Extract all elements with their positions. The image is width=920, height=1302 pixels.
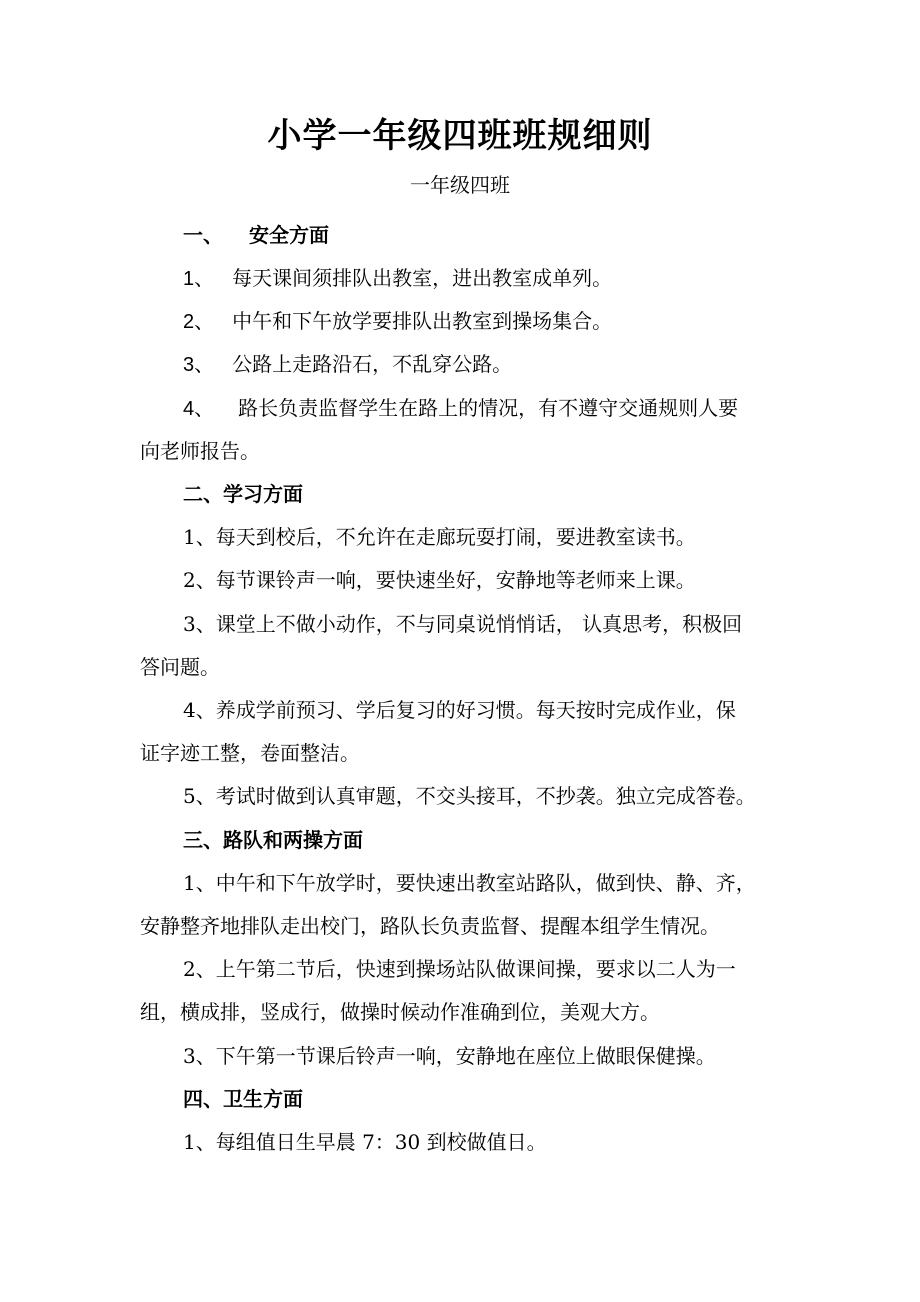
rule-number: 4、: [183, 398, 215, 420]
rule-text: 公路上走路沿石，不乱穿公路。: [232, 352, 513, 376]
section-number: 一、: [183, 223, 223, 247]
section-heading-safety: [183, 220, 843, 250]
document-subtitle: 一年级四班: [410, 173, 510, 197]
rule-item: 1、每组值日生早晨 7：30 到校做值日。: [183, 1130, 547, 1154]
rule-text-continuation: 向老师报告。: [140, 439, 260, 463]
rule-item: [183, 263, 843, 294]
rule-item: [183, 349, 843, 380]
rule-item: 2、每节课铃声一响，要快速坐好，安静地等老师来上课。: [183, 568, 696, 592]
rule-number: 1、: [183, 268, 215, 290]
rule-item: 1、每天到校后，不允许在走廊玩耍打闹，要进教室读书。: [183, 525, 696, 549]
section-heading-queue-exercise: 三、路队和两操方面: [183, 828, 363, 852]
section-heading-hygiene: 四、卫生方面: [183, 1087, 303, 1111]
section-title: 安全方面: [249, 223, 329, 247]
rule-number: 2、: [183, 311, 215, 333]
rule-item: 5、考试时做到认真审题，不交头接耳，不抄袭。独立完成答卷。: [183, 784, 756, 808]
rule-text-continuation: 证字迹工整，卷面整洁。: [140, 741, 360, 765]
rule-number: 3、: [183, 354, 215, 376]
rule-text: 每天课间须排队出教室，进出教室成单列。: [232, 266, 613, 290]
section-heading-study: 二、学习方面: [183, 482, 303, 506]
rule-text: 中午和下午放学要排队出教室到操场集合。: [232, 309, 613, 333]
document-title: 小学一年级四班班规细则: [267, 116, 653, 156]
rule-item: [183, 306, 843, 337]
rule-text-continuation: 安静整齐地排队走出校门，路队长负责监督、提醒本组学生情况。: [140, 914, 720, 938]
rule-text: 路长负责监督学生在路上的情况，有不遵守交通规则人要: [238, 396, 739, 420]
rule-item: 3、下午第一节课后铃声一响，安静地在座位上做眼保健操。: [183, 1044, 716, 1068]
rule-item: [183, 393, 843, 424]
rule-text-continuation: 答问题。: [140, 655, 220, 679]
rule-text-continuation: 组，横成排，竖成行，做操时候动作准确到位，美观大方。: [140, 1000, 660, 1024]
rule-item: 2、上午第二节后，快速到操场站队做课间操，要求以二人为一: [183, 957, 736, 981]
rule-item: 1、中午和下午放学时，要快速出教室站路队，做到快、静、齐，: [183, 871, 756, 895]
rule-item: 4、养成学前预习、学后复习的好习惯。每天按时完成作业，保: [183, 698, 736, 722]
rule-item: 3、课堂上不做小动作，不与同桌说悄悄话， 认真思考，积极回: [183, 612, 743, 636]
